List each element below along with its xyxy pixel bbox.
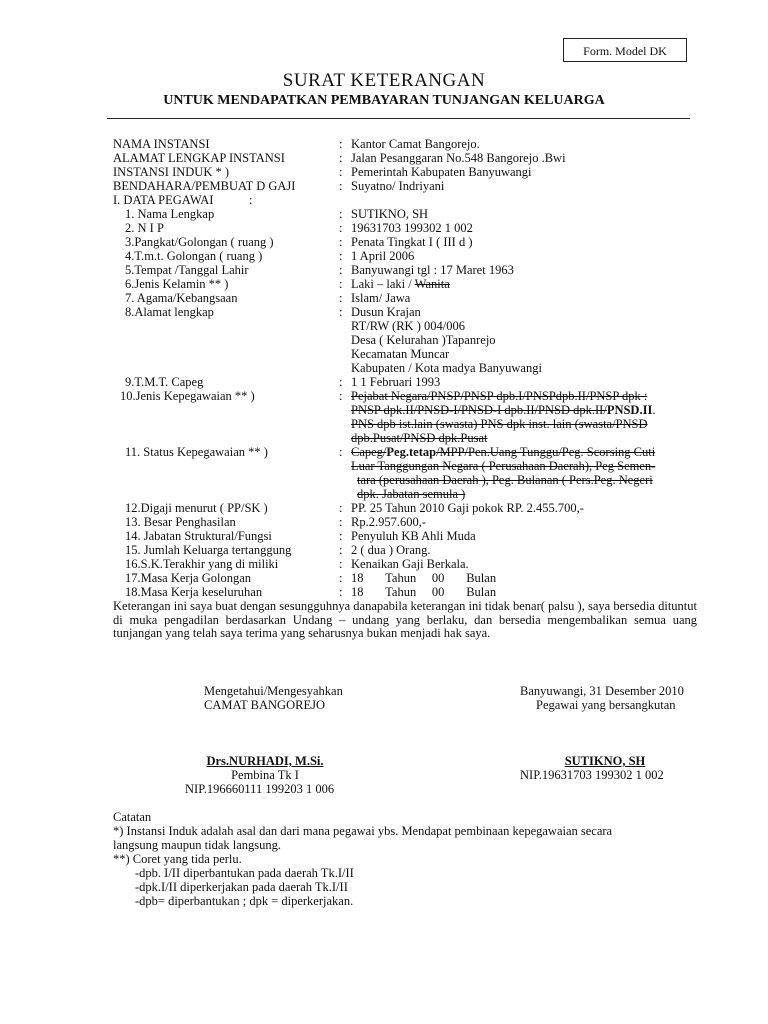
jenis-line: PNS dpb ist.lain (swasta) PNS dpk inst. lain (swasta/PNSD	[351, 417, 648, 431]
notes-line: **) Coret yang tida perlu.	[113, 852, 242, 866]
title-divider	[107, 118, 690, 119]
field-value: Banyuwangi tgl : 17 Maret 1963	[351, 263, 514, 277]
notes-line: -dpb. I/II diperbantukan pada daerah Tk.I/II	[135, 866, 354, 880]
field-value: Kenaikan Gaji Berkala.	[351, 557, 469, 571]
address-line: Kecamatan Muncar	[351, 347, 450, 361]
field-value: 18 Tahun 00 Bulan	[351, 585, 497, 599]
jk-selected: Laki – laki /	[351, 277, 415, 291]
field-label: 18.Masa Kerja keseluruhan	[125, 585, 263, 599]
field-label: BENDAHARA/PEMBUAT D GAJI	[113, 179, 296, 193]
field-value: Kantor Camat Bangorejo.	[351, 137, 480, 151]
colon: :	[339, 165, 343, 179]
field-label: 4.T.m.t. Golongan ( ruang )	[125, 249, 263, 263]
field-label: 2. N I P	[125, 221, 164, 235]
colon: :	[339, 389, 343, 403]
address-line: Desa ( Kelurahan )Tapanrejo	[351, 333, 496, 347]
field-label: 13. Besar Penghasilan	[125, 515, 236, 529]
colon: :	[339, 585, 343, 599]
jenis-line	[351, 403, 655, 417]
colon: :	[339, 571, 343, 585]
field-label: 9.T.M.T. Capeg	[125, 375, 204, 389]
field-label: INSTANSI INDUK * )	[113, 165, 230, 179]
colon: :	[339, 277, 343, 291]
field-label: 1. Nama Lengkap	[125, 207, 215, 221]
status-line: tara (perusahaan Daerah ), Peg. Bulanan ( Pers.Peg. Negeri	[357, 473, 653, 487]
colon: :	[339, 207, 343, 221]
colon: :	[339, 543, 343, 557]
field-value: Pemerintah Kabupaten Banyuwangi	[351, 165, 532, 179]
field-label: 7. Agama/Kebangsaan	[125, 291, 238, 305]
field-label: 15. Jumlah Keluarga tertanggung	[125, 543, 292, 557]
colon: :	[339, 529, 343, 543]
notes-line: -dpb= diperbantukan ; dpk = diperkerjakan.	[135, 894, 354, 908]
sig-left-acknowledge: Mengetahui/Mengesyahkan	[204, 684, 343, 698]
document-subtitle: UNTUK MENDAPATKAN PEMBAYARAN TUNJANGAN KELUARGA	[163, 93, 605, 108]
address-line: RT/RW (RK ) 004/006	[351, 319, 465, 333]
field-label: 5.Tempat /Tanggal Lahir	[125, 263, 249, 277]
colon: :	[339, 249, 343, 263]
notes-line: -dpk.I/II diperkerjakan pada daerah Tk.I/II	[135, 880, 348, 894]
status-line: dpk. Jabatan semula )	[357, 487, 466, 501]
sig-left-rank: Pembina Tk I	[231, 768, 299, 782]
jenis-selected: PNSD.II	[606, 403, 653, 417]
jenis-struck: PNSP dpk.II/PNSD-I/PNSD-I dpb.II/PNSD dpk.II/	[351, 403, 607, 417]
colon: :	[339, 291, 343, 305]
colon: :	[339, 445, 343, 459]
sig-right-name: SUTIKNO, SH	[564, 754, 646, 768]
sig-right-role: Pegawai yang bersangkutan	[536, 698, 676, 712]
colon: :	[339, 221, 343, 235]
field-value: SUTIKNO, SH	[351, 207, 429, 221]
jk-struck: Wanita	[414, 277, 450, 291]
field-value: 18 Tahun 00 Bulan	[351, 571, 497, 585]
field-value: Suyatno/ Indriyani	[351, 179, 445, 193]
field-label: ALAMAT LENGKAP INSTANSI	[113, 151, 285, 165]
colon: :	[339, 557, 343, 571]
notes-line: langsung maupun tidak langsung.	[113, 838, 282, 852]
field-value: 1 1 Februari 1993	[351, 375, 441, 389]
colon: :	[339, 515, 343, 529]
notes-heading: Catatan	[113, 810, 152, 824]
statement-paragraph: Keterangan ini saya buat dengan sesungguhnya danapabila keterangan ini tidak benar( palsu ), saya bersedia dituntut di muka pengadilan berdasarkan Undang – undang yang berlaku, dan bersedia mengembalikan semua uang tunjangan yang telah saya terima yang seharusnya bukan menjadi hak saya.	[113, 599, 697, 641]
field-label: 17.Masa Kerja Golongan	[125, 571, 252, 585]
status-struck: Capeg/	[351, 445, 387, 459]
jenis-line: dpb.Pusat/PNSD dpk.Pusat	[351, 431, 488, 445]
status-selected: Peg.tetap	[386, 445, 437, 459]
colon: :	[339, 501, 343, 515]
field-value: Penata Tingkat I ( III d )	[351, 235, 473, 249]
field-value	[351, 277, 450, 291]
field-label: 6.Jenis Kelamin ** )	[125, 277, 229, 291]
field-value: Jalan Pesanggaran No.548 Bangorejo .Bwi	[351, 151, 566, 165]
colon: :	[339, 305, 343, 319]
field-label: NAMA INSTANSI	[113, 137, 210, 151]
status-line	[351, 445, 655, 459]
field-value: Penyuluh KB Ahli Muda	[351, 529, 476, 543]
field-value: Islam/ Jawa	[351, 291, 411, 305]
section-label: I. DATA PEGAWAI	[113, 193, 214, 207]
jenis-line: Pejabat Negara/PNSP/PNSP dpb.I/PNSPdpb.II/PNSP dpk :	[351, 389, 648, 403]
field-label: 10.Jenis Kepegawaian ** )	[120, 389, 255, 403]
field-label: 3.Pangkat/Golongan ( ruang )	[125, 235, 274, 249]
sig-right-place-date: Banyuwangi, 31 Desember 2010	[520, 684, 684, 698]
field-value: 2 ( dua ) Orang.	[351, 543, 431, 557]
field-label: 11. Status Kepegawaian ** )	[125, 445, 268, 459]
field-value: 19631703 199302 1 002	[351, 221, 473, 235]
field-value: PP. 25 Tahun 2010 Gaji pokok RP. 2.455.700,-	[351, 501, 584, 515]
address-line: Kabupaten / Kota madya Banyuwangi	[351, 361, 542, 375]
address-line: Dusun Krajan	[351, 305, 421, 319]
field-label: 16.S.K.Terakhir yang di miliki	[125, 557, 279, 571]
colon: :	[249, 193, 253, 207]
notes-line: *) Instansi Induk adalah asal dan dari mana pegawai ybs. Mendapat pembinaan kepegawaian secara	[113, 824, 613, 838]
field-label: 8.Alamat lengkap	[125, 305, 214, 319]
form-label: Form. Model DK	[563, 38, 687, 62]
colon: :	[339, 235, 343, 249]
sig-left-nip: NIP.196660111 199203 1 006	[185, 782, 335, 796]
colon: :	[339, 151, 343, 165]
colon: :	[339, 263, 343, 277]
colon: :	[339, 179, 343, 193]
colon: :	[339, 375, 343, 389]
colon: :	[339, 137, 343, 151]
field-value: 1 April 2006	[351, 249, 415, 263]
sig-left-office: CAMAT BANGOREJO	[204, 698, 325, 712]
field-label: 14. Jabatan Struktural/Fungsi	[125, 529, 272, 543]
sig-right-nip: NIP.19631703 199302 1 002	[520, 768, 664, 782]
status-struck: /MPP/Pen.Uang Tunggu/Peg. Scorsing Cuti	[436, 445, 656, 459]
sig-left-name: Drs.NURHADI, M.Si.	[206, 754, 324, 768]
status-line: Luar Tanggungan Negara ( Perusahaan Daerah), Peg Semen-	[351, 459, 656, 473]
field-value: Rp.2.957.600,-	[351, 515, 426, 529]
document-title: SURAT KETERANGAN	[282, 70, 486, 91]
jenis-period: .	[652, 403, 656, 417]
field-label: 12.Digaji menurut ( PP/SK )	[125, 501, 268, 515]
